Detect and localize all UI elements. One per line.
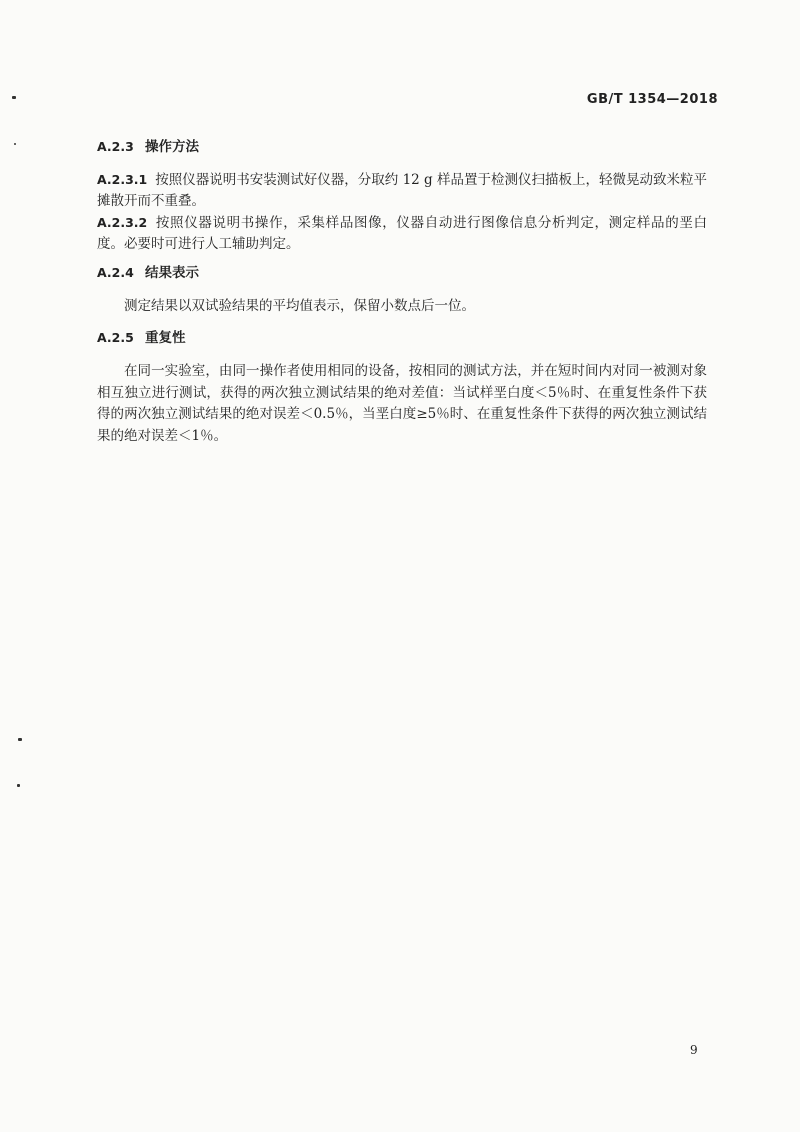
scan-speck [17,784,20,787]
clause-number: A.2.3.2 [97,215,148,230]
clause-a231 [97,169,707,212]
section-heading-a23 [97,137,199,157]
section-number: A.2.3 [97,139,134,154]
section-title: 操作方法 [145,139,199,155]
section-title: 重复性 [145,330,186,346]
clause-number: A.2.3.1 [97,172,148,187]
section-heading-a25 [97,328,186,348]
standard-number: GB/T 1354—2018 [586,92,718,107]
scan-speck [14,143,16,145]
section-title: 结果表示 [145,265,199,281]
paragraph-a24: 测定结果以双试验结果的平均值表示，保留小数点后一位。 [124,298,475,314]
clause-a232 [97,212,707,255]
clause-text: 按照仪器说明书安装测试好仪器，分取约 12 g 样品置于检测仪扫描板上，轻微晃动致米粒平摊散开而不重叠。 [97,172,707,209]
paragraph-a25: 在同一实验室，由同一操作者使用相同的设备，按相同的测试方法，并在短时间内对同一被测对象相互独立进行测试，获得的两次独立测试结果的绝对差值：当试样垩白度＜5％时、在重复性条件下获得的两次独立测试结果的绝对误差＜0.5％，当垩白度≥5％时、在重复性条件下获得的两次独立测试结果的绝对误差＜1％。 [97,363,707,444]
section-heading-a24 [97,263,199,283]
section-number: A.2.5 [97,330,134,345]
scan-speck [12,96,16,99]
section-number: A.2.4 [97,265,134,280]
clause-text: 按照仪器说明书操作，采集样品图像，仪器自动进行图像信息分析判定，测定样品的垩白度。必要时可进行人工辅助判定。 [97,215,707,252]
page-number: 9 [690,1043,698,1057]
scan-speck [18,738,22,741]
